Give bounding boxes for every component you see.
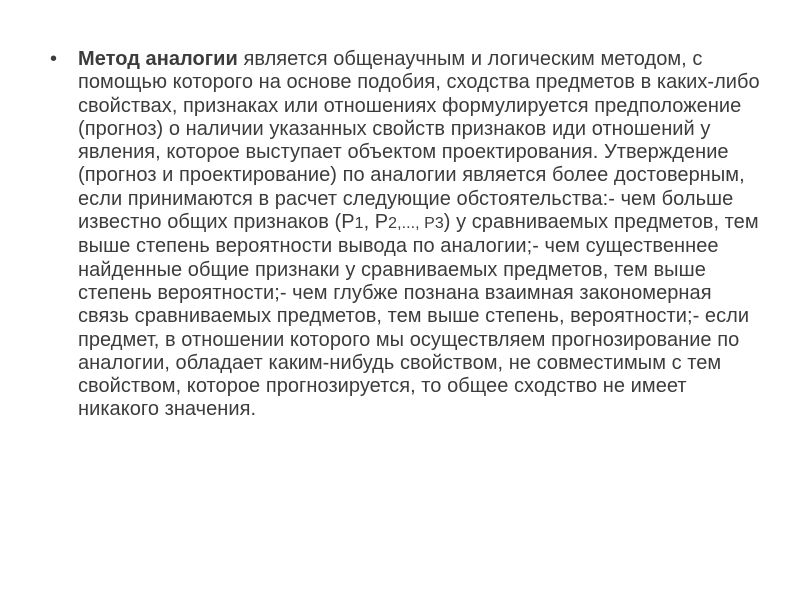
bullet-list bbox=[48, 48, 760, 422]
term-heading: Метод аналогии bbox=[78, 48, 238, 70]
bullet-icon: • bbox=[50, 48, 58, 70]
body-text-part-3: ) у сравниваемых предметов, тем выше степень вероятности вывода по аналогии;- чем существеннее найденные общие признаки у сравниваемых предметов, тем выше степень вероятности;- чем глубже познана взаимная закономерная связь сравниваемых предметов, тем выше степень, вероятности;- если предмет, в отношении которого мы осуществляем прогнозирование по аналогии, обладает каким-нибудь свойством, не совместимым с тем свойством, которое прогнозируется, то общее сходство не имеет никакого значения. bbox=[78, 211, 759, 421]
subscript-p2-p3: 2,..., Р3 bbox=[388, 215, 444, 233]
body-text-part-1: является общенаучным и логическим методом, с помощью которого на основе подобия, сходства предметов в каких-либо свойствах, признаках или отношениях формулируется предположение (прогноз) о наличии указанных свойств признаков иди отношений у явления, которое выступает объектом проектирования. Утверждение (прогноз и проектирование) по аналогии является более достоверным, если принимаются в расчет следующие обстоятельства:- чем больше известно общих признаков (Р bbox=[78, 48, 760, 234]
bullet-item bbox=[48, 48, 760, 422]
subscript-p1: 1 bbox=[354, 215, 364, 233]
body-text-part-2: , Р bbox=[363, 211, 389, 234]
